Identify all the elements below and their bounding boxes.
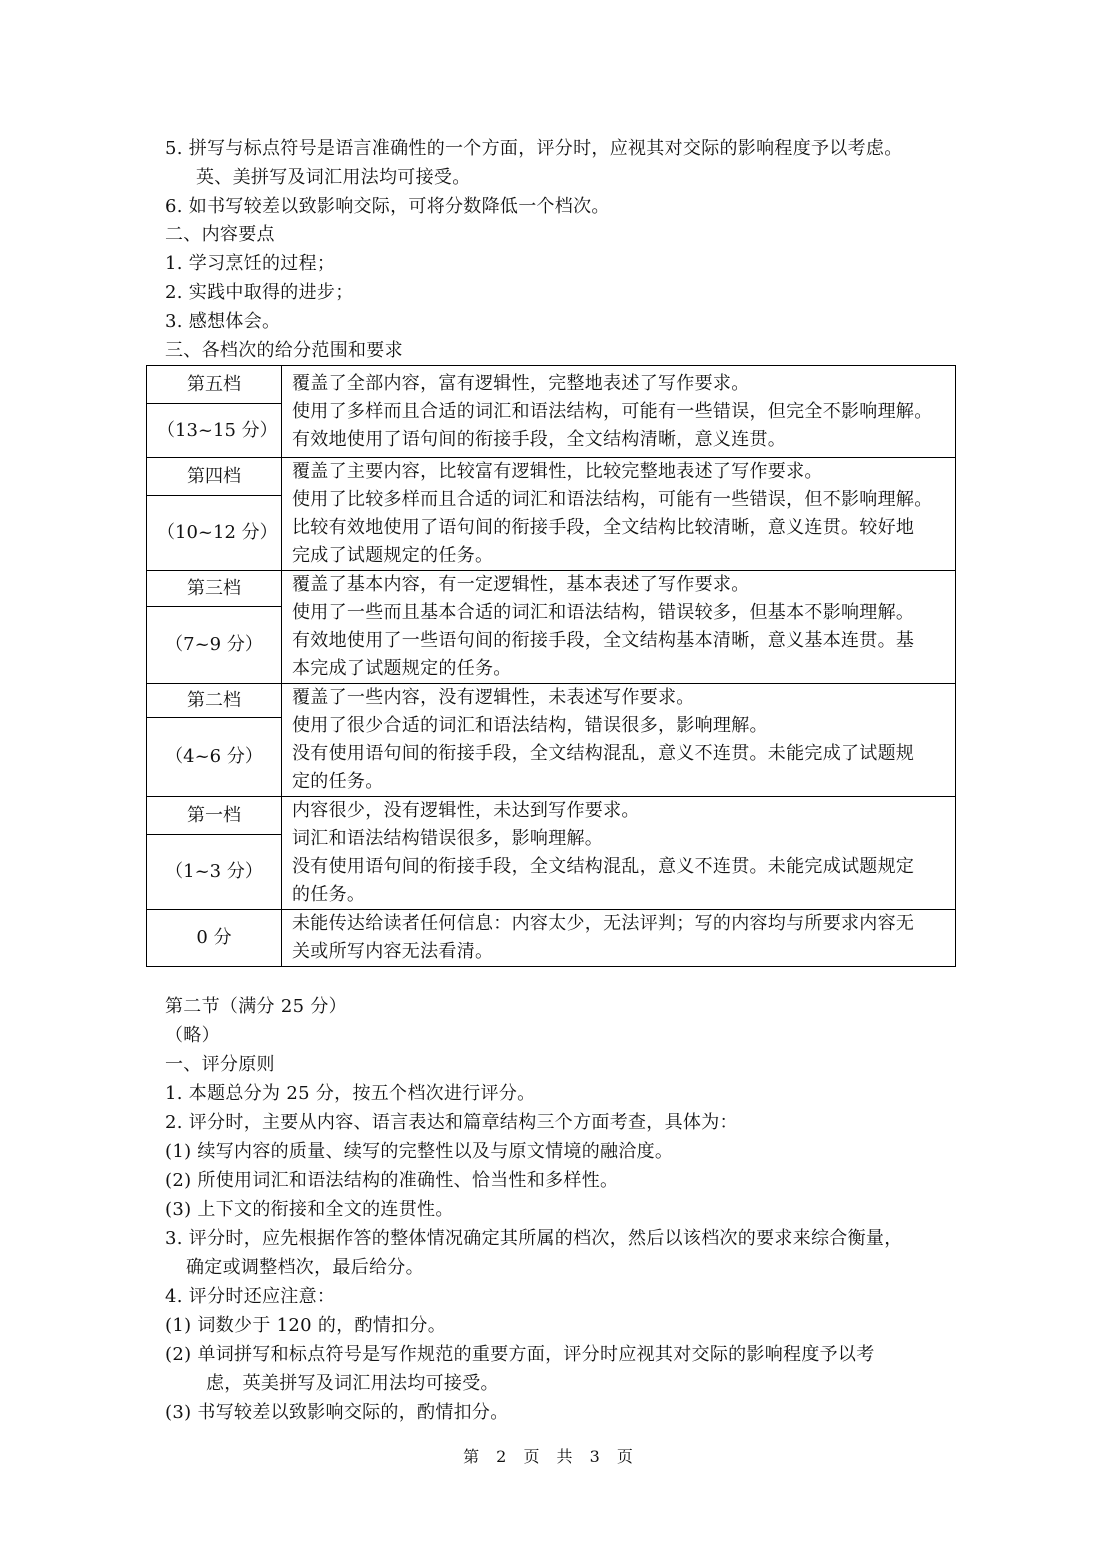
description-line: 完成了试题规定的任务。 [292,545,494,566]
description-line: 关或所写内容无法看清。 [292,941,494,962]
description-line: 使用了很少合适的词汇和语法结构，错误很多，影响理解。 [292,715,768,736]
rule-5-line1: 5. 拼写与标点符号是语言准确性的一个方面，评分时，应视其对交际的影响程度予以考虑。 [165,138,903,159]
table-row [147,571,956,607]
grade-description [282,797,956,910]
grade-description [282,571,956,684]
description-line: 内容很少，没有逻辑性，未达到写作要求。 [292,800,640,821]
description-line: 词汇和语法结构错误很多，影响理解。 [292,828,604,849]
principle-2-item-2: (2) 所使用词汇和语法结构的准确性、恰当性和多样性。 [165,1170,619,1191]
omitted-note: （略） [165,1025,220,1046]
rule-5-line2: 英、美拼写及词汇用法均可接受。 [196,167,471,188]
table-row [147,458,956,496]
principle-2-item-1: (1) 续写内容的质量、续写的完整性以及与原文情境的融洽度。 [165,1141,674,1162]
description-line: 没有使用语句间的衔接手段，全文结构混乱，意义不连贯。未能完成了试题规 [292,743,915,764]
content-point-2: 2. 实践中取得的进步； [165,282,354,303]
grading-table [146,365,956,967]
section-heading-content-points: 二、内容要点 [165,224,275,245]
grade-level: 0 分 [147,910,282,967]
description-line: 定的任务。 [292,771,384,792]
description-line: 有效地使用了语句间的衔接手段，全文结构清晰，意义连贯。 [292,428,787,450]
description-line: 未能传达给读者任何信息：内容太少，无法评判；写的内容均与所要求内容无 [292,913,915,934]
description-line: 的任务。 [292,884,366,905]
grade-description [282,458,956,571]
description-line: 本完成了试题规定的任务。 [292,658,512,679]
description-line: 覆盖了全部内容，富有逻辑性，完整地表述了写作要求。 [292,372,750,394]
table-row [147,684,956,718]
grade-score-range: （4~6 分） [147,718,282,797]
principle-2: 2. 评分时，主要从内容、语言表达和篇章结构三个方面考查，具体为： [165,1112,738,1133]
scoring-principles-heading: 一、评分原则 [165,1054,275,1075]
principle-4-item-2-line1: (2) 单词拼写和标点符号是写作规范的重要方面，评分时应视其对交际的影响程度予以考 [165,1344,875,1365]
grade-score-range: （10~12 分） [147,496,282,571]
principle-4-item-3: (3) 书写较差以致影响交际的，酌情扣分。 [165,1402,509,1423]
grade-score-range: （7~9 分） [147,607,282,684]
page-number-footer: 第 2 页 共 3 页 [463,1447,639,1466]
principle-3-line2: 确定或调整档次，最后给分。 [186,1257,424,1278]
principle-3-line1: 3. 评分时，应先根据作答的整体情况确定其所属的档次，然后以该档次的要求来综合衡量， [165,1228,903,1249]
principle-4-item-2-line2: 虑，英美拼写及词汇用法均可接受。 [206,1373,499,1394]
description-line: 有效地使用了一些语句间的衔接手段，全文结构基本清晰，意义基本连贯。基 [292,630,915,651]
description-line: 覆盖了基本内容，有一定逻辑性，基本表述了写作要求。 [292,574,750,595]
description-line: 使用了一些而且基本合适的词汇和语法结构，错误较多，但基本不影响理解。 [292,602,915,623]
grade-description [282,910,956,967]
description-line: 使用了比较多样而且合适的词汇和语法结构，可能有一些错误，但不影响理解。 [292,489,933,510]
description-line: 没有使用语句间的衔接手段，全文结构混乱，意义不连贯。未能完成试题规定 [292,856,915,877]
principle-4-item-1: (1) 词数少于 120 的，酌情扣分。 [165,1315,447,1336]
content-point-1: 1. 学习烹饪的过程； [165,253,336,274]
principle-1: 1. 本题总分为 25 分，按五个档次进行评分。 [165,1083,536,1104]
principle-2-item-3: (3) 上下文的衔接和全文的连贯性。 [165,1199,454,1220]
grade-score-range: （1~3 分） [147,835,282,910]
description-line: 比较有效地使用了语句间的衔接手段，全文结构比较清晰，意义连贯。较好地 [292,517,915,538]
grade-level: 第一档 [147,797,282,835]
rule-6: 6. 如书写较差以致影响交际，可将分数降低一个档次。 [165,196,610,217]
table-row [147,366,956,404]
content-point-3: 3. 感想体会。 [165,311,281,332]
grade-level: 第二档 [147,684,282,718]
section-2-heading: 第二节（满分 25 分） [165,996,347,1017]
table-row [147,910,956,967]
description-line: 使用了多样而且合适的词汇和语法结构，可能有一些错误，但完全不影响理解。 [292,400,933,422]
grade-description [282,684,956,797]
table-row [147,797,956,835]
grade-level: 第五档 [147,366,282,404]
description-line: 覆盖了一些内容，没有逻辑性，未表述写作要求。 [292,687,695,708]
description-line: 覆盖了主要内容，比较富有逻辑性，比较完整地表述了写作要求。 [292,461,823,482]
grade-description [282,366,956,458]
grade-level: 第三档 [147,571,282,607]
grade-level: 第四档 [147,458,282,496]
principle-4: 4. 评分时还应注意： [165,1286,336,1307]
grade-score-range: （13~15 分） [147,404,282,458]
section-heading-grade-ranges: 三、各档次的给分范围和要求 [165,340,403,361]
